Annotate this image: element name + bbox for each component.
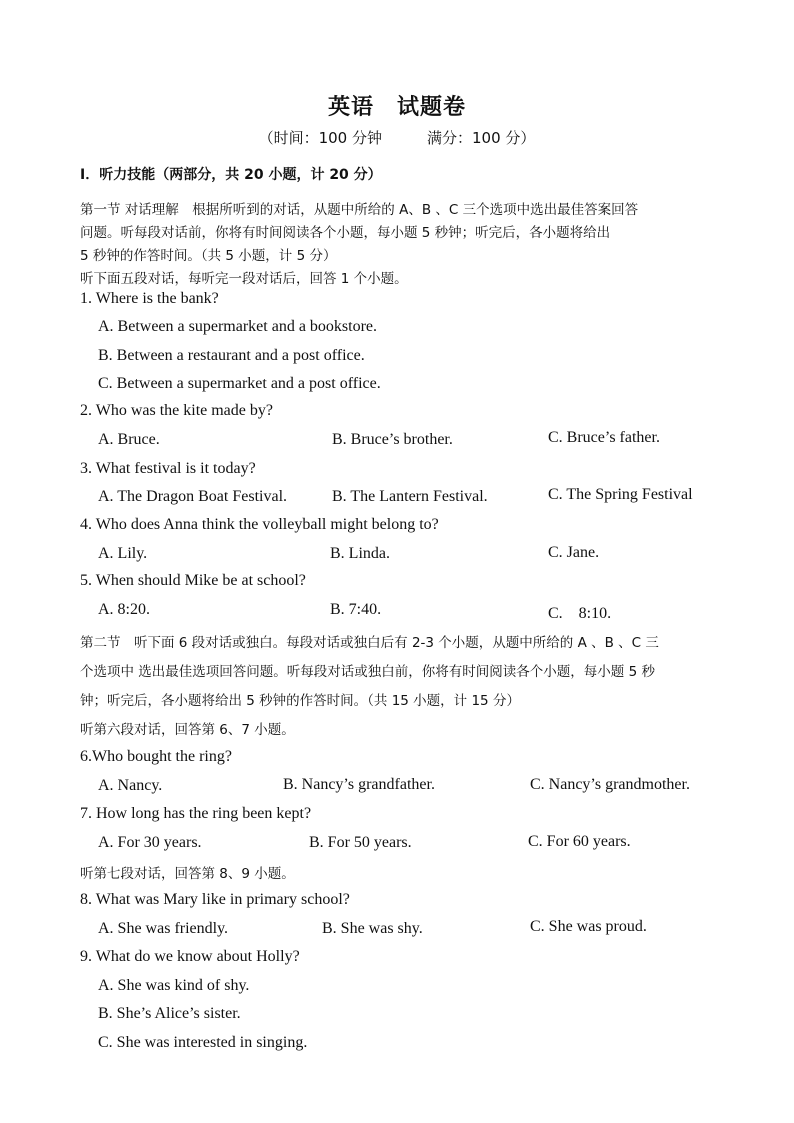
option-c: C. The Spring Festival <box>548 486 693 503</box>
option-a: A. Nancy. <box>98 777 163 794</box>
option-c: C. Jane. <box>548 544 600 561</box>
section1-text-line: 5 秒钟的作答时间。（共 5 小题，计 5 分） <box>80 248 337 264</box>
question-stem: 1. Where is the bank? <box>80 290 219 307</box>
question-stem: 3. What festival is it today? <box>80 460 256 477</box>
option-c: C. She was interested in singing. <box>98 1034 308 1051</box>
exam-time-score: （时间：100 分钟 满分：100 分） <box>258 129 536 147</box>
section2-text-line: 钟；听完后，各小题将给出 5 秒钟的作答时间。（共 15 小题，计 15 分） <box>80 693 520 709</box>
option-c: C. Nancy’s grandmother. <box>530 776 690 793</box>
option-b: B. Bruce’s brother. <box>332 431 453 448</box>
option-c: C. She was proud. <box>530 918 647 935</box>
option-a: A. Between a supermarket and a bookstore. <box>98 318 378 335</box>
option-c: C. Between a supermarket and a post office. <box>98 375 381 392</box>
option-a: A. For 30 years. <box>98 834 202 851</box>
option-b: B. For 50 years. <box>309 834 412 851</box>
question-stem: 7. How long has the ring been kept? <box>80 805 312 822</box>
option-b: B. The Lantern Festival. <box>332 488 488 505</box>
section2-text-line: 个选项中 选出最佳选项回答问题。听每段对话或独白前，你将有时间阅读各个小题，每小题 5 秒 <box>80 664 655 680</box>
page-title: 英语 试题卷 <box>327 95 466 120</box>
option-b: B. She’s Alice’s sister. <box>98 1005 241 1022</box>
section2-instruction: 听第七段对话，回答第 8、9 小题。 <box>80 866 295 882</box>
option-b: B. She was shy. <box>322 920 423 937</box>
option-c: C. Bruce’s father. <box>548 429 660 446</box>
section1-text-line: 问题。听每段对话前，你将有时间阅读各个小题，每小题 5 秒钟；听完后，各小题将给出 <box>80 225 611 241</box>
question-stem: 4. Who does Anna think the volleyball might belong to? <box>80 516 439 533</box>
part1-heading: Ⅰ．听力技能（两部分，共 20 小题，计 20 分） <box>80 167 382 183</box>
option-b: B. Nancy’s grandfather. <box>283 776 435 793</box>
section1-text-line: 第一节 对话理解 根据所听到的对话，从题中所给的 A、B 、C 三个选项中选出最佳答案回答 <box>80 202 639 218</box>
option-c: C. 8:10. <box>548 605 612 622</box>
question-stem: 6.Who bought the ring? <box>80 748 232 765</box>
option-a: A. Bruce. <box>98 431 160 448</box>
option-b: B. Between a restaurant and a post office. <box>98 347 365 364</box>
question-stem: 5. When should Mike be at school? <box>80 572 306 589</box>
option-c: C. For 60 years. <box>528 833 631 850</box>
question-stem: 2. Who was the kite made by? <box>80 402 273 419</box>
option-a: A. 8:20. <box>98 601 150 618</box>
option-a: A. She was kind of shy. <box>98 977 250 994</box>
option-a: A. The Dragon Boat Festival. <box>98 488 288 505</box>
option-a: A. She was friendly. <box>98 920 229 937</box>
option-b: B. Linda. <box>330 545 390 562</box>
option-a: A. Lily. <box>98 545 148 562</box>
question-stem: 9. What do we know about Holly? <box>80 948 300 965</box>
section1-instruction: 听下面五段对话，每听完一段对话后，回答 1 个小题。 <box>80 271 408 287</box>
section2-text-line: 第二节 听下面 6 段对话或独白。每段对话或独白后有 2-3 个小题，从题中所给的 A 、B 、C 三 <box>80 635 659 651</box>
question-stem: 8. What was Mary like in primary school? <box>80 891 350 908</box>
option-b: B. 7:40. <box>330 601 382 618</box>
section2-instruction: 听第六段对话，回答第 6、7 小题。 <box>80 722 295 738</box>
